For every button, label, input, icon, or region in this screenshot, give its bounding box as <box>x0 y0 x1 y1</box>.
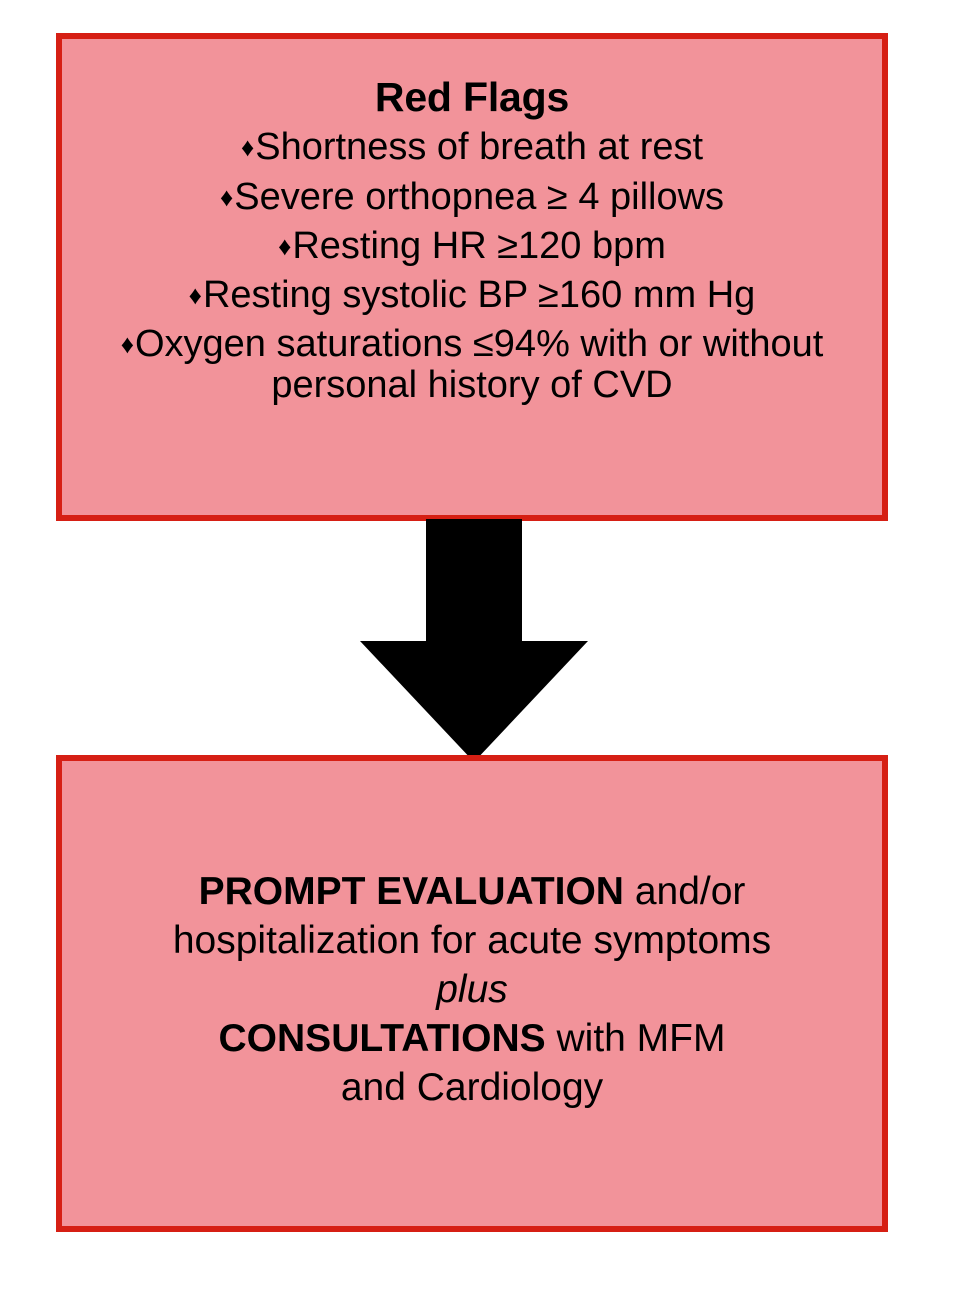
list-item-label: Resting systolic BP ≥160 mm Hg <box>202 274 756 317</box>
prompt-evaluation-label: PROMPT EVALUATION <box>198 870 624 914</box>
diamond-bullet-icon: ♦ <box>188 280 202 311</box>
list-item-label: Resting HR ≥120 bpm <box>292 224 666 267</box>
diamond-bullet-icon: ♦ <box>120 329 134 360</box>
prompt-evaluation-suffix: and/or <box>623 870 746 914</box>
consultations-suffix: with MFM <box>545 1016 726 1060</box>
list-item-label: Shortness of breath at rest <box>255 126 704 169</box>
action-line-3 <box>410 969 534 1012</box>
list-item <box>80 324 864 405</box>
list-item-label: Severe orthopnea ≥ 4 pillows <box>234 175 725 218</box>
diamond-bullet-icon: ♦ <box>240 132 255 163</box>
red-flags-box <box>56 33 888 521</box>
red-flags-title: Red Flags <box>374 74 570 120</box>
list-item <box>80 275 864 315</box>
diamond-bullet-icon: ♦ <box>219 181 234 212</box>
plus-label: plus <box>436 968 508 1012</box>
list-item <box>80 127 864 167</box>
action-line-2: hospitalization for acute symptoms <box>172 919 772 963</box>
consultations-label: CONSULTATIONS <box>218 1016 546 1060</box>
down-arrow-icon <box>360 519 588 762</box>
red-flags-list <box>62 127 882 414</box>
list-item <box>80 226 864 266</box>
action-line-5: and Cardiology <box>340 1065 604 1109</box>
action-box <box>56 755 888 1232</box>
list-item <box>80 177 864 217</box>
action-line-1 <box>173 871 772 914</box>
list-item-label: Oxygen saturations ≤94% with or without personal history of CVD <box>134 323 824 406</box>
action-line-4 <box>193 1018 752 1061</box>
diamond-bullet-icon: ♦ <box>278 230 292 261</box>
